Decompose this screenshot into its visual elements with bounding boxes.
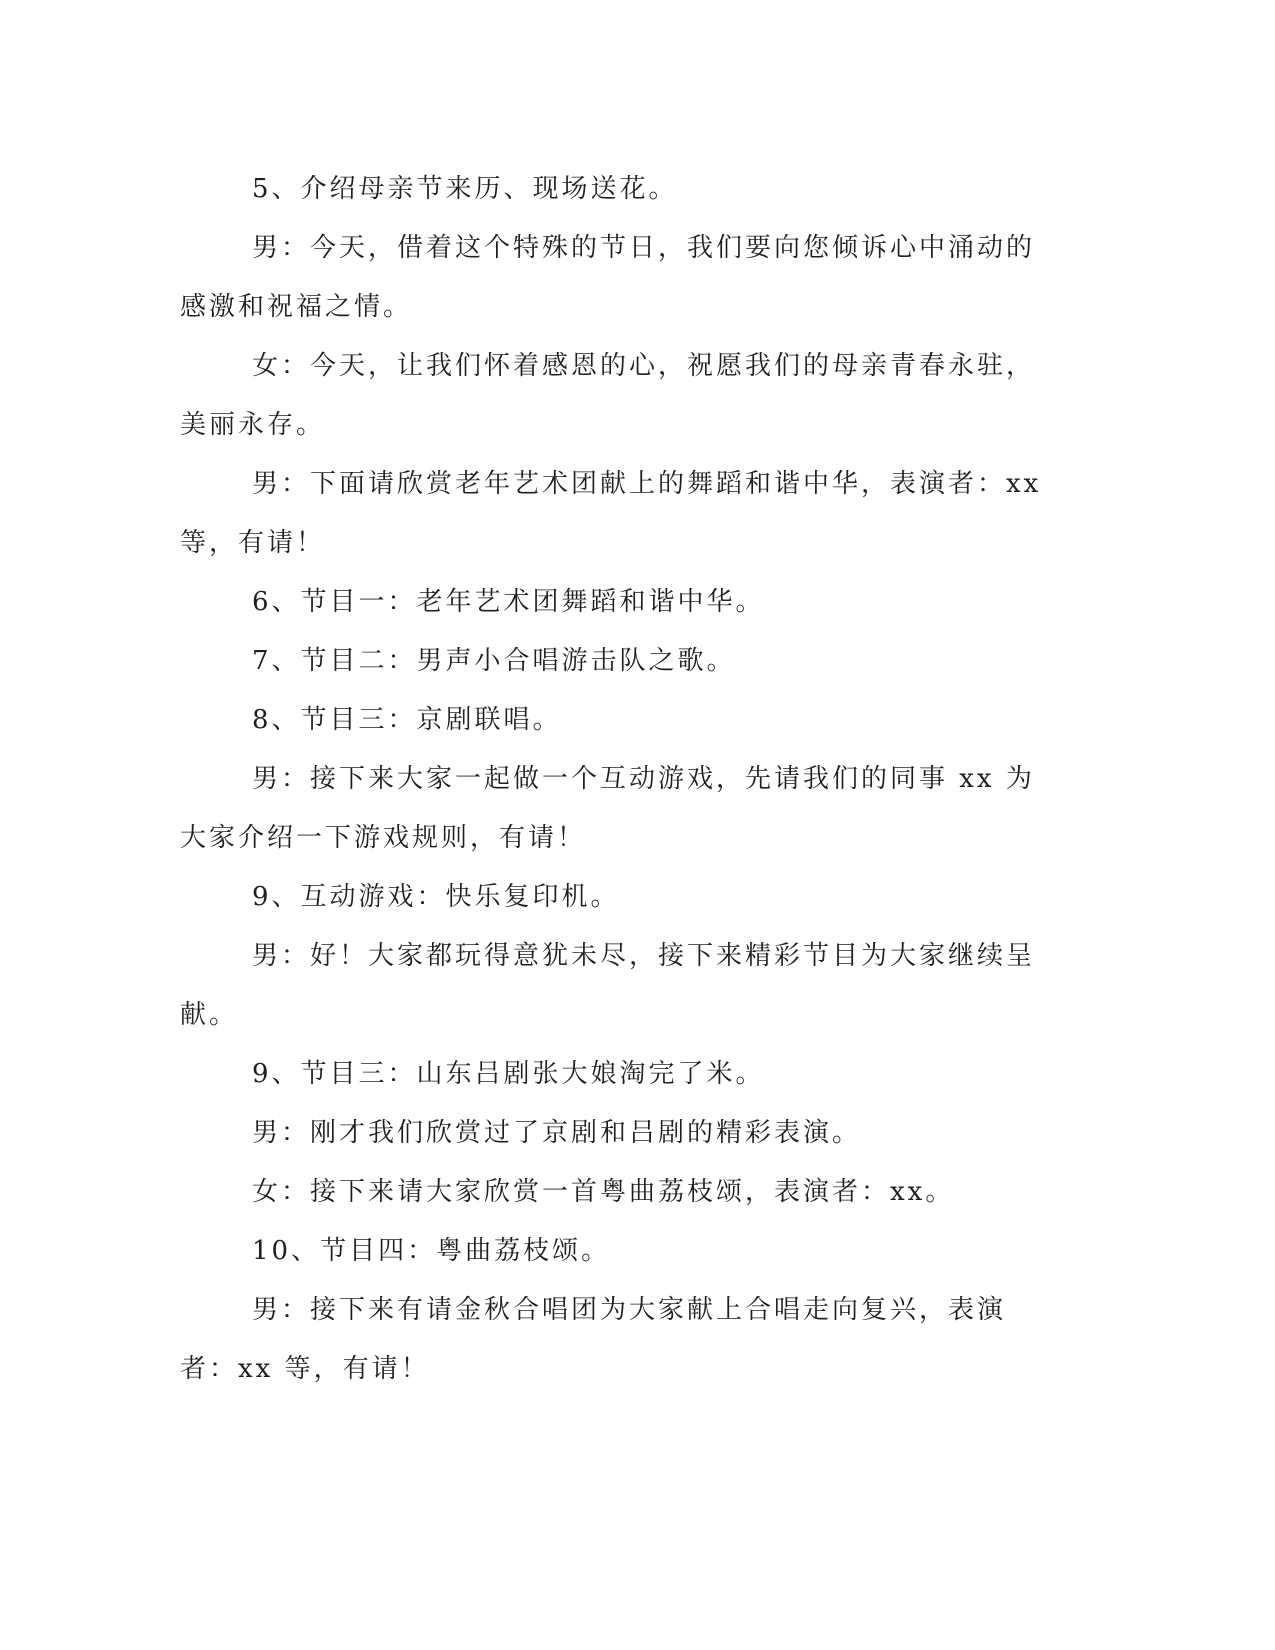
paragraph-male-speech: 男：下面请欣赏老年艺术团献上的舞蹈和谐中华，表演者：xx 等，有请！: [180, 469, 1042, 558]
paragraph-program-item: 10、节目四：粤曲荔枝颂。: [252, 1236, 611, 1266]
paragraph-program-item: 9、节目三：山东吕剧张大娘淘完了米。: [252, 1059, 765, 1089]
paragraph-male-speech: 男：好！大家都玩得意犹未尽，接下来精彩节目为大家继续呈献。: [180, 941, 1036, 1030]
paragraph-male-speech: 男：刚才我们欣赏过了京剧和吕剧的精彩表演。: [252, 1118, 862, 1148]
paragraph-female-speech: 女：今天，让我们怀着感恩的心，祝愿我们的母亲青春永驻，美丽永存。: [180, 351, 1036, 440]
paragraph-program-item: 8、节目三：京剧联唱。: [252, 705, 562, 735]
paragraph-male-speech: 男：接下来大家一起做一个互动游戏，先请我们的同事 xx 为大家介绍一下游戏规则，有请！: [180, 764, 1035, 853]
paragraph-program-item: 6、节目一：老年艺术团舞蹈和谐中华。: [252, 587, 765, 617]
paragraph-male-speech: 男：今天，借着这个特殊的节日，我们要向您倾诉心中涌动的感激和祝福之情。: [180, 233, 1036, 322]
paragraph-male-speech: 男：接下来有请金秋合唱团为大家献上合唱走向复兴，表演者：xx 等，有请！: [180, 1295, 1007, 1384]
paragraph-item-5-intro: 5、介绍母亲节来历、现场送花。: [252, 174, 678, 204]
paragraph-female-speech: 女：接下来请大家欣赏一首粤曲荔枝颂，表演者：xx。: [252, 1177, 955, 1207]
document-body: [180, 160, 1060, 1399]
paragraph-program-item: 7、节目二：男声小合唱游击队之歌。: [252, 646, 736, 676]
paragraph-program-item: 9、互动游戏：快乐复印机。: [252, 882, 620, 912]
